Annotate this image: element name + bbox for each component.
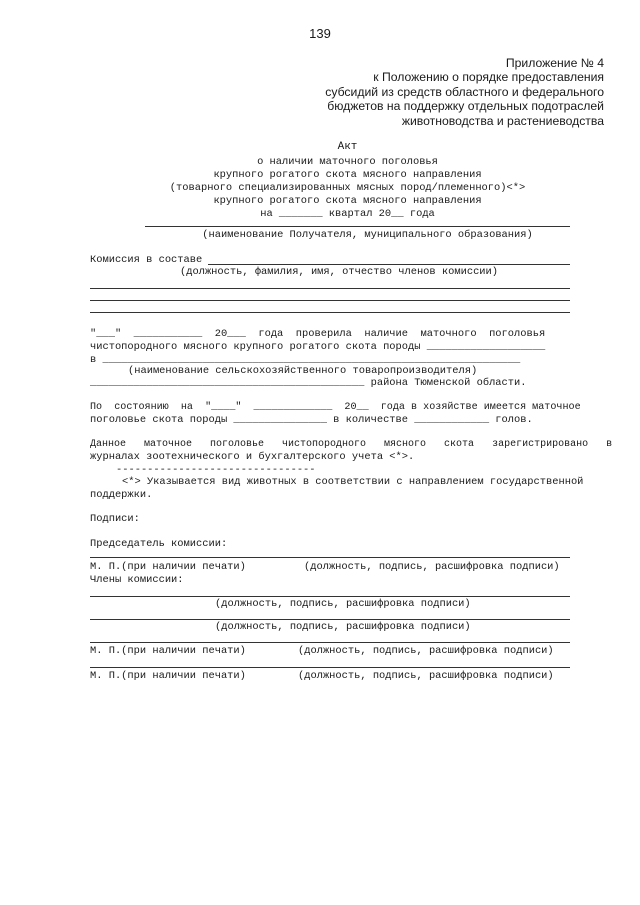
paragraph-1-line: чистопородного мясного крупного рогатого скота породы ___________________ (90, 341, 546, 353)
chairman-label: Председатель комиссии: (90, 538, 228, 550)
paragraph-2-line: поголовье скота породы _______________ в количестве ____________ голов. (90, 414, 533, 426)
recipient-field-line (145, 226, 570, 227)
act-title: Акт (337, 141, 358, 153)
member-signature-line (90, 596, 570, 597)
paragraph-1-caption: (наименование сельскохозяйственного товаропроизводителя) (128, 365, 478, 377)
commission-caption: (должность, фамилия, имя, отчество членов комиссии) (180, 266, 499, 278)
paragraph-3-line: журналах зоотехнического и бухгалтерского учета <*>. (90, 451, 415, 463)
act-subtitle-line: о наличии маточного поголовья (257, 156, 438, 168)
act-subtitle-line: (товарного специализированных мясных пород/племенного)<*> (169, 182, 526, 194)
paragraph-1-line: в ___________________________________________________________________ (90, 354, 521, 366)
paragraph-1-line: "___" ___________ 20___ года проверила наличие маточного поголовья (90, 328, 546, 340)
appendix-line: Приложение № 4 (505, 56, 604, 70)
member-signature-line (90, 667, 570, 668)
members-label: Члены комиссии: (90, 574, 184, 586)
stamp-label: М. П.(при наличии печати) (90, 645, 246, 657)
paragraph-3-line: Данное маточное поголовье чистопородного мясного скота зарегистрировано в (90, 439, 613, 450)
footnote-rule: -------------------------------- (116, 464, 316, 476)
act-subtitle-line: крупного рогатого скота мясного направления (213, 195, 482, 207)
chairman-signature-line (90, 557, 570, 558)
stamp-label: М. П.(при наличии печати) (90, 670, 246, 682)
appendix-line: животноводства и растениеводства (401, 113, 604, 128)
signatures-label: Подписи: (90, 513, 140, 525)
paragraph-1-line: ____________________________________________ района Тюменской области. (90, 377, 527, 389)
appendix-line: субсидий из средств областного и федерального (325, 84, 604, 99)
appendix-line: к Положению о порядке предоставления (373, 70, 604, 85)
member-signature-line (90, 619, 570, 620)
paragraph-2-line: По состоянию на "____" _____________ 20__ года в хозяйстве имеется маточное (90, 402, 581, 413)
appendix-header (325, 56, 604, 128)
footnote-line: <*> Указывается вид животных в соответствии с направлением государственной (122, 476, 584, 488)
page-number: 139 (309, 26, 331, 41)
commission-field-line (208, 264, 570, 265)
signature-caption: (должность, подпись, расшифровка подписи) (304, 561, 560, 573)
appendix-line: бюджетов на поддержку отдельных подотраслей (327, 99, 604, 114)
signature-caption: (должность, подпись, расшифровка подписи) (298, 645, 554, 657)
stamp-label: М. П.(при наличии печати) (90, 561, 246, 573)
commission-line (90, 300, 570, 301)
commission-label: Комиссия в составе (90, 254, 203, 266)
signature-caption: (должность, подпись, расшифровка подписи) (215, 621, 471, 633)
footnote-line: поддержки. (90, 489, 153, 501)
member-signature-line (90, 642, 570, 643)
signature-caption: (должность, подпись, расшифровка подписи) (215, 598, 471, 610)
recipient-caption: (наименование Получателя, муниципального образования) (202, 229, 533, 241)
act-subtitle-line: крупного рогатого скота мясного направления (213, 169, 482, 181)
commission-line (90, 288, 570, 289)
act-subtitle-line: на _______ квартал 20__ года (260, 208, 435, 220)
signature-caption: (должность, подпись, расшифровка подписи) (298, 670, 554, 682)
commission-line (90, 312, 570, 313)
